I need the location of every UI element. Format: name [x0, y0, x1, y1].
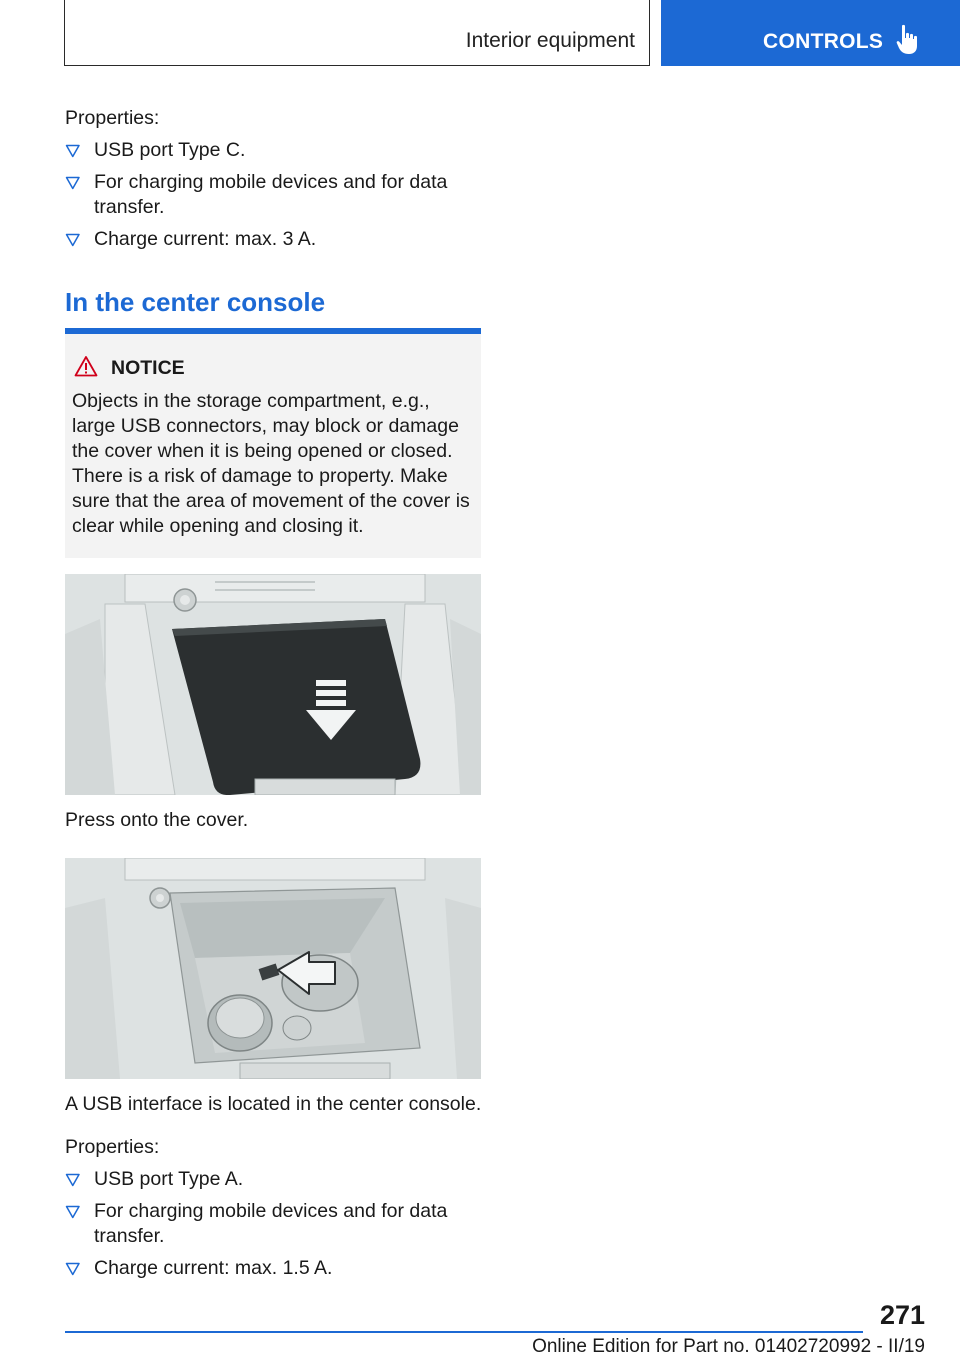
section-heading: In the center console	[65, 287, 326, 317]
triangle-bullet-icon	[65, 1256, 81, 1281]
list-item	[65, 1256, 485, 1281]
triangle-bullet-icon	[65, 227, 81, 252]
center-console-cover-illustration	[65, 574, 481, 795]
warning-triangle-icon	[74, 355, 98, 377]
list-item	[65, 1199, 485, 1249]
triangle-bullet-icon	[65, 138, 81, 163]
header-section-box	[64, 0, 650, 66]
triangle-bullet-icon	[65, 1167, 81, 1192]
figure-caption-1: Press onto the cover.	[65, 809, 249, 831]
list-item	[65, 227, 485, 252]
list-item-text: Charge current: max. 3 A.	[94, 228, 317, 250]
list-item-text: Charge current: max. 1.5 A.	[94, 1257, 333, 1279]
pointing-hand-icon	[896, 24, 922, 56]
list-item-text: For charging mobile devices and for data transfer.	[94, 171, 448, 218]
list-item	[65, 170, 485, 220]
notice-box	[65, 334, 481, 558]
notice-title: NOTICE	[111, 357, 185, 379]
header-chapter-title: CONTROLS	[763, 30, 884, 53]
properties-label-2: Properties:	[65, 1136, 160, 1158]
properties-label-1: Properties:	[65, 107, 160, 129]
footer-rule	[65, 1331, 863, 1333]
open-compartment-illustration	[65, 858, 481, 1079]
list-item	[65, 1167, 485, 1192]
footer-edition: Online Edition for Part no. 01402720992 - II/19	[532, 1336, 925, 1357]
figure-usb-interface	[65, 858, 481, 1079]
list-item-text: For charging mobile devices and for data transfer.	[94, 1200, 448, 1247]
header-section-title: Interior equipment	[465, 29, 635, 52]
figure-press-cover	[65, 574, 481, 795]
header-chapter-tab[interactable]	[661, 0, 960, 66]
figure-caption-2: A USB interface is located in the center console.	[65, 1093, 482, 1115]
list-item-text: USB port Type A.	[94, 1168, 244, 1190]
list-item-text: USB port Type C.	[94, 139, 246, 161]
triangle-bullet-icon	[65, 170, 81, 195]
list-item	[65, 138, 485, 163]
triangle-bullet-icon	[65, 1199, 81, 1224]
page-number: 271	[879, 1300, 925, 1330]
notice-text: Objects in the storage compartment, e.g., large USB connectors, may block or damage the cover when it is being opened or closed. There is a risk of damage to property. Make sure that the area of movement of the cover is clear while opening and closing it.	[72, 390, 470, 537]
